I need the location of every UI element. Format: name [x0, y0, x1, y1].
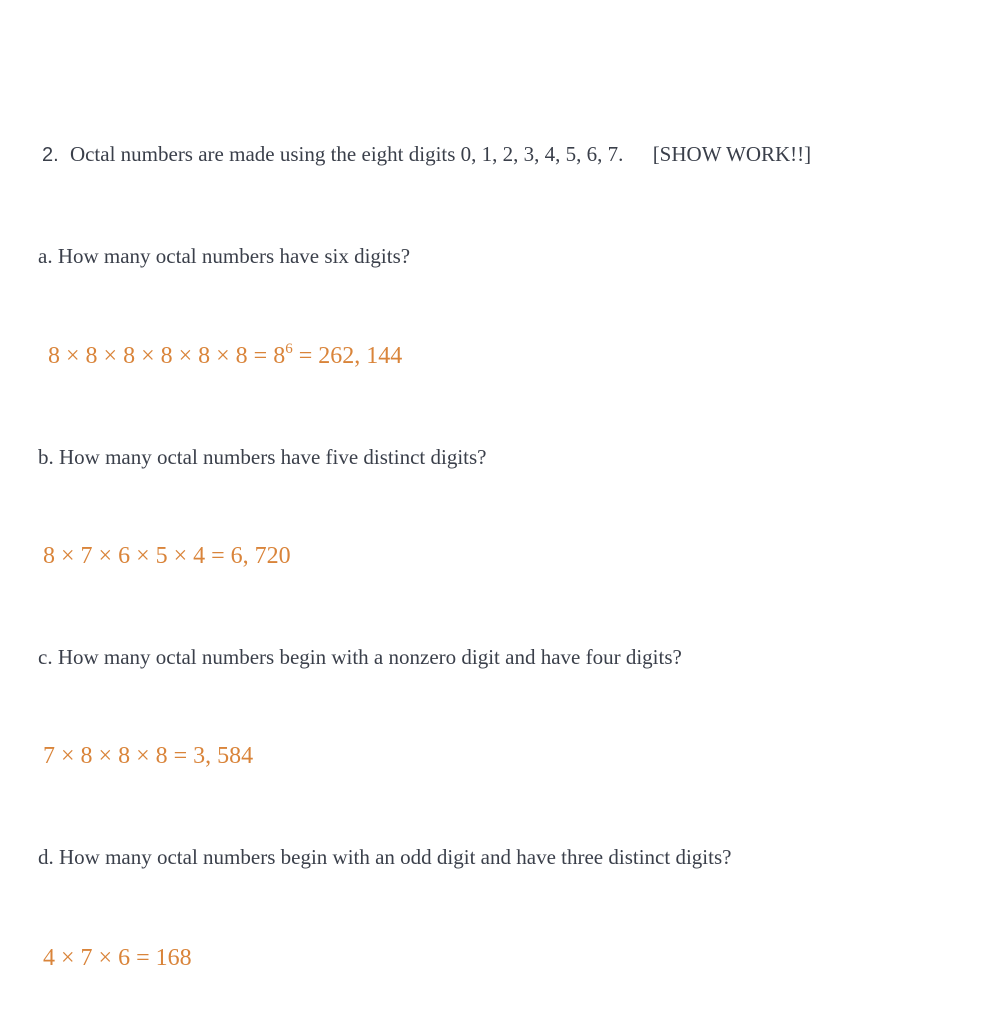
problem-heading — [42, 142, 811, 167]
answer-c: 7 × 8 × 8 × 8 = 3, 584 — [43, 743, 254, 769]
answer-a-exponent: 6 — [285, 341, 293, 357]
question-b: b. How many octal numbers have five distinct digits? — [38, 445, 487, 469]
answer-b: 8 × 7 × 6 × 5 × 4 = 6, 720 — [43, 543, 291, 569]
show-work-instruction: [SHOW WORK!!] — [652, 142, 812, 166]
question-d: d. How many octal numbers begin with an odd digit and have three distinct digits? — [38, 845, 732, 869]
question-c: c. How many octal numbers begin with a nonzero digit and have four digits? — [38, 645, 682, 669]
answer-d: 4 × 7 × 6 = 168 — [43, 945, 192, 971]
answer-a — [48, 343, 402, 370]
question-a: a. How many octal numbers have six digits? — [38, 244, 411, 268]
problem-number: 2. — [42, 144, 59, 166]
problem-statement: Octal numbers are made using the eight digits 0, 1, 2, 3, 4, 5, 6, 7. — [69, 142, 624, 166]
answer-a-base: 8 × 8 × 8 × 8 × 8 × 8 = 8 — [48, 343, 286, 369]
answer-a-result: = 262, 144 — [292, 343, 403, 369]
